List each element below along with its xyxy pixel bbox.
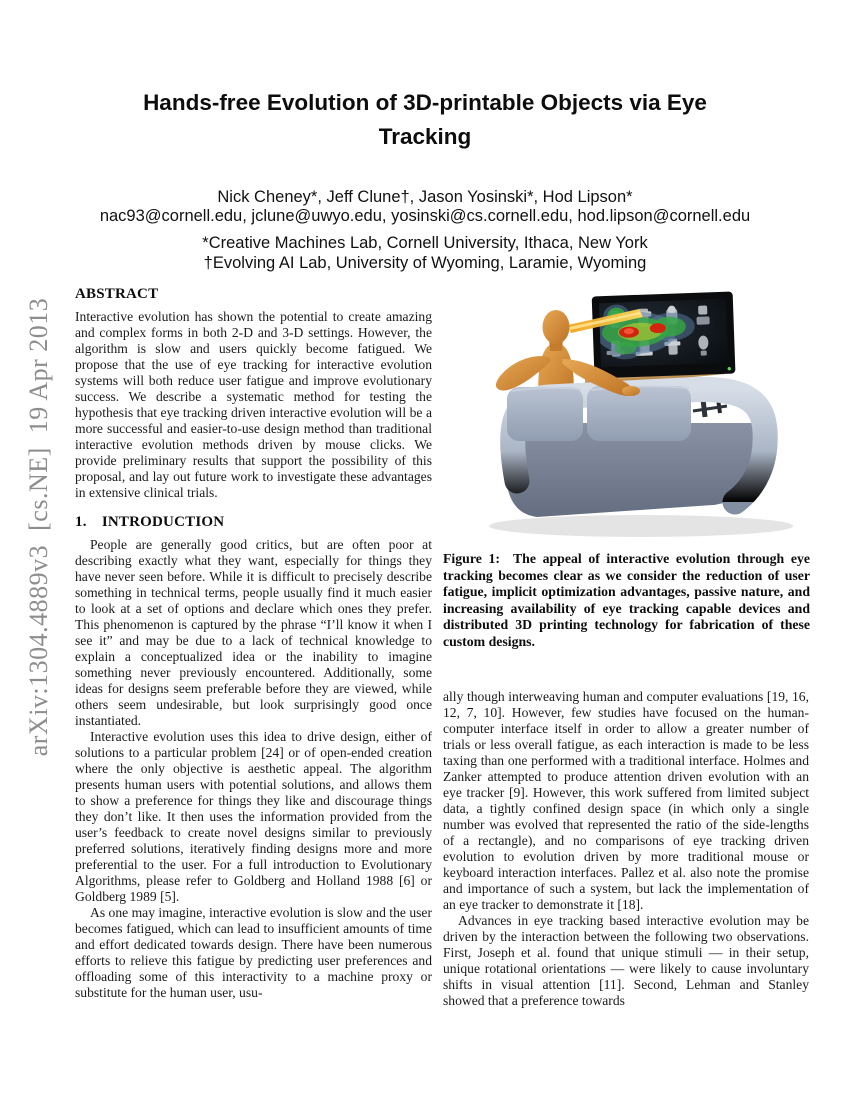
affiliation-block xyxy=(0,234,850,273)
right-column xyxy=(443,689,809,1009)
right-paragraph-2: Advances in eye tracking based interactive evolution may be driven by the interaction between the following two observations. First, Joseph et al. found that unique stimuli — in their setup, unique rotational orientations — were likely to cause involuntary shifts in visual attention [11]. Second, Lehman and Stanley showed that a preference towards xyxy=(443,913,809,1008)
intro-paragraph-3: As one may imagine, interactive evolution is slow and the user becomes fatigued, which can lead to insufficient amounts of time and effort dedicated towards design. There have been numerous efforts to relieve this fatigue by predicting user preferences and offloading some of this interactivity to a machine proxy or substitute for the human user, usu- xyxy=(75,905,432,1000)
email-line: nac93@cornell.edu, jclune@uwyo.edu, yosinski@cs.cornell.edu, hod.lipson@cornell.edu xyxy=(99,207,751,225)
affiliation-line-1: *Creative Machines Lab, Cornell University, Ithaca, New York xyxy=(202,234,648,252)
intro-paragraph-2: Interactive evolution uses this idea to drive design, either of solutions to a particular problem [24] or of open-ended creation where the only objective is aesthetic appeal. The algorithm presents human users with potential solutions, and allows them to show a preference for things they like and discourage things they don’t like. It then uses the information provided from the user’s feedback to create novel designs similar to previously preferred solutions, iteratively finding designs more and more preferential to the user. For a full introduction to Evolutionary Algorithms, please refer to Goldberg and Holland 1988 [6] or Goldberg 1989 [5]. xyxy=(75,729,432,904)
author-line: Nick Cheney*, Jeff Clune†, Jason Yosinski*, Hod Lipson* xyxy=(217,188,633,206)
abstract-heading: ABSTRACT xyxy=(75,286,159,302)
abstract-text: Interactive evolution has shown the potential to create amazing and complex forms in both 2-D and 3-D settings. However, the algorithm is slow and users quickly become fatigued. We propose that the use of eye tracking for interactive evolution systems will both reduce user fatigue and improve evolutionary success. We describe a systematic method for testing the hypothesis that eye tracking driven interactive evolution will be a more successful and easier-to-use design method than traditional interactive evolution methods driven by mouse clicks. We provide preliminary results that support the possibility of this proposal, and lay out future work to investigate these advantages in extensive clinical trials. xyxy=(75,309,432,500)
figure-1-caption-block xyxy=(443,551,810,651)
section-heading-introduction: 1. INTRODUCTION xyxy=(75,514,225,530)
affiliation-line-2: †Evolving AI Lab, University of Wyoming, Laramie, Wyoming xyxy=(203,253,647,272)
intro-paragraph-1: People are generally good critics, but are often poor at describing exactly what they want, especially for things they have never seen before. While it is difficult to precisely describe something in technical terms, people usually find it much easier to look at a set of options and declare which ones they prefer. This phenomenon is captured by the phrase “I’ll know it when I see it” and may be due to a lack of technical knowledge to explain a conceptualized idea or the inability to imagine something never previously encountered. Additionally, some ideas for designs seem preferable before they are viewed, while others seem undesirable, but look surprisingly good once instantiated. xyxy=(75,537,432,728)
figure-1-image xyxy=(443,283,828,545)
left-column xyxy=(75,286,432,1001)
figure-1-caption: Figure 1: The appeal of interactive evolution through eye tracking becomes clear as we consider the reduction of user fatigue, implicit optimization advantages, passive nature, and increasing availability of eye tracking capable devices and distributed 3D printing technology for fabrication of these custom designs. xyxy=(443,551,810,649)
person-head-shape xyxy=(543,310,570,344)
tv-screen-shape xyxy=(592,292,736,379)
right-paragraph-1: ally though interweaving human and computer evaluations [19, 16, 12, 7, 10]. However, few studies have focused on the human-computer interface itself in order to allow a greater number of trials or less overall fatigue, as each interaction is made to be less taxing than one performed with a traditional interface. Holmes and Zanker attempted to produce attention driven evolution with an eye tracker [9]. However, this work suffered from limited subject data, a tightly confined design space (in which only a single number was evolved that represented the ratio of the side-lengths of a rectangle), and no comparisons of eye tracking driven evolution to evolution driven by more traditional mouse or keyboard interaction interfaces. Pallez et al. also note the promise and importance of such a system, but lack the implementation of an eye tracker to demonstrate it [18]. xyxy=(443,689,809,912)
couch-shadow-shape xyxy=(489,515,793,537)
figure-1-illustration xyxy=(443,283,828,545)
page-title: Hands-free Evolution of 3D-printable Objects via Eye Tracking xyxy=(143,90,707,149)
arxiv-watermark: arXiv:1304.4889v3 [cs.NE] 19 Apr 2013 xyxy=(24,297,53,757)
